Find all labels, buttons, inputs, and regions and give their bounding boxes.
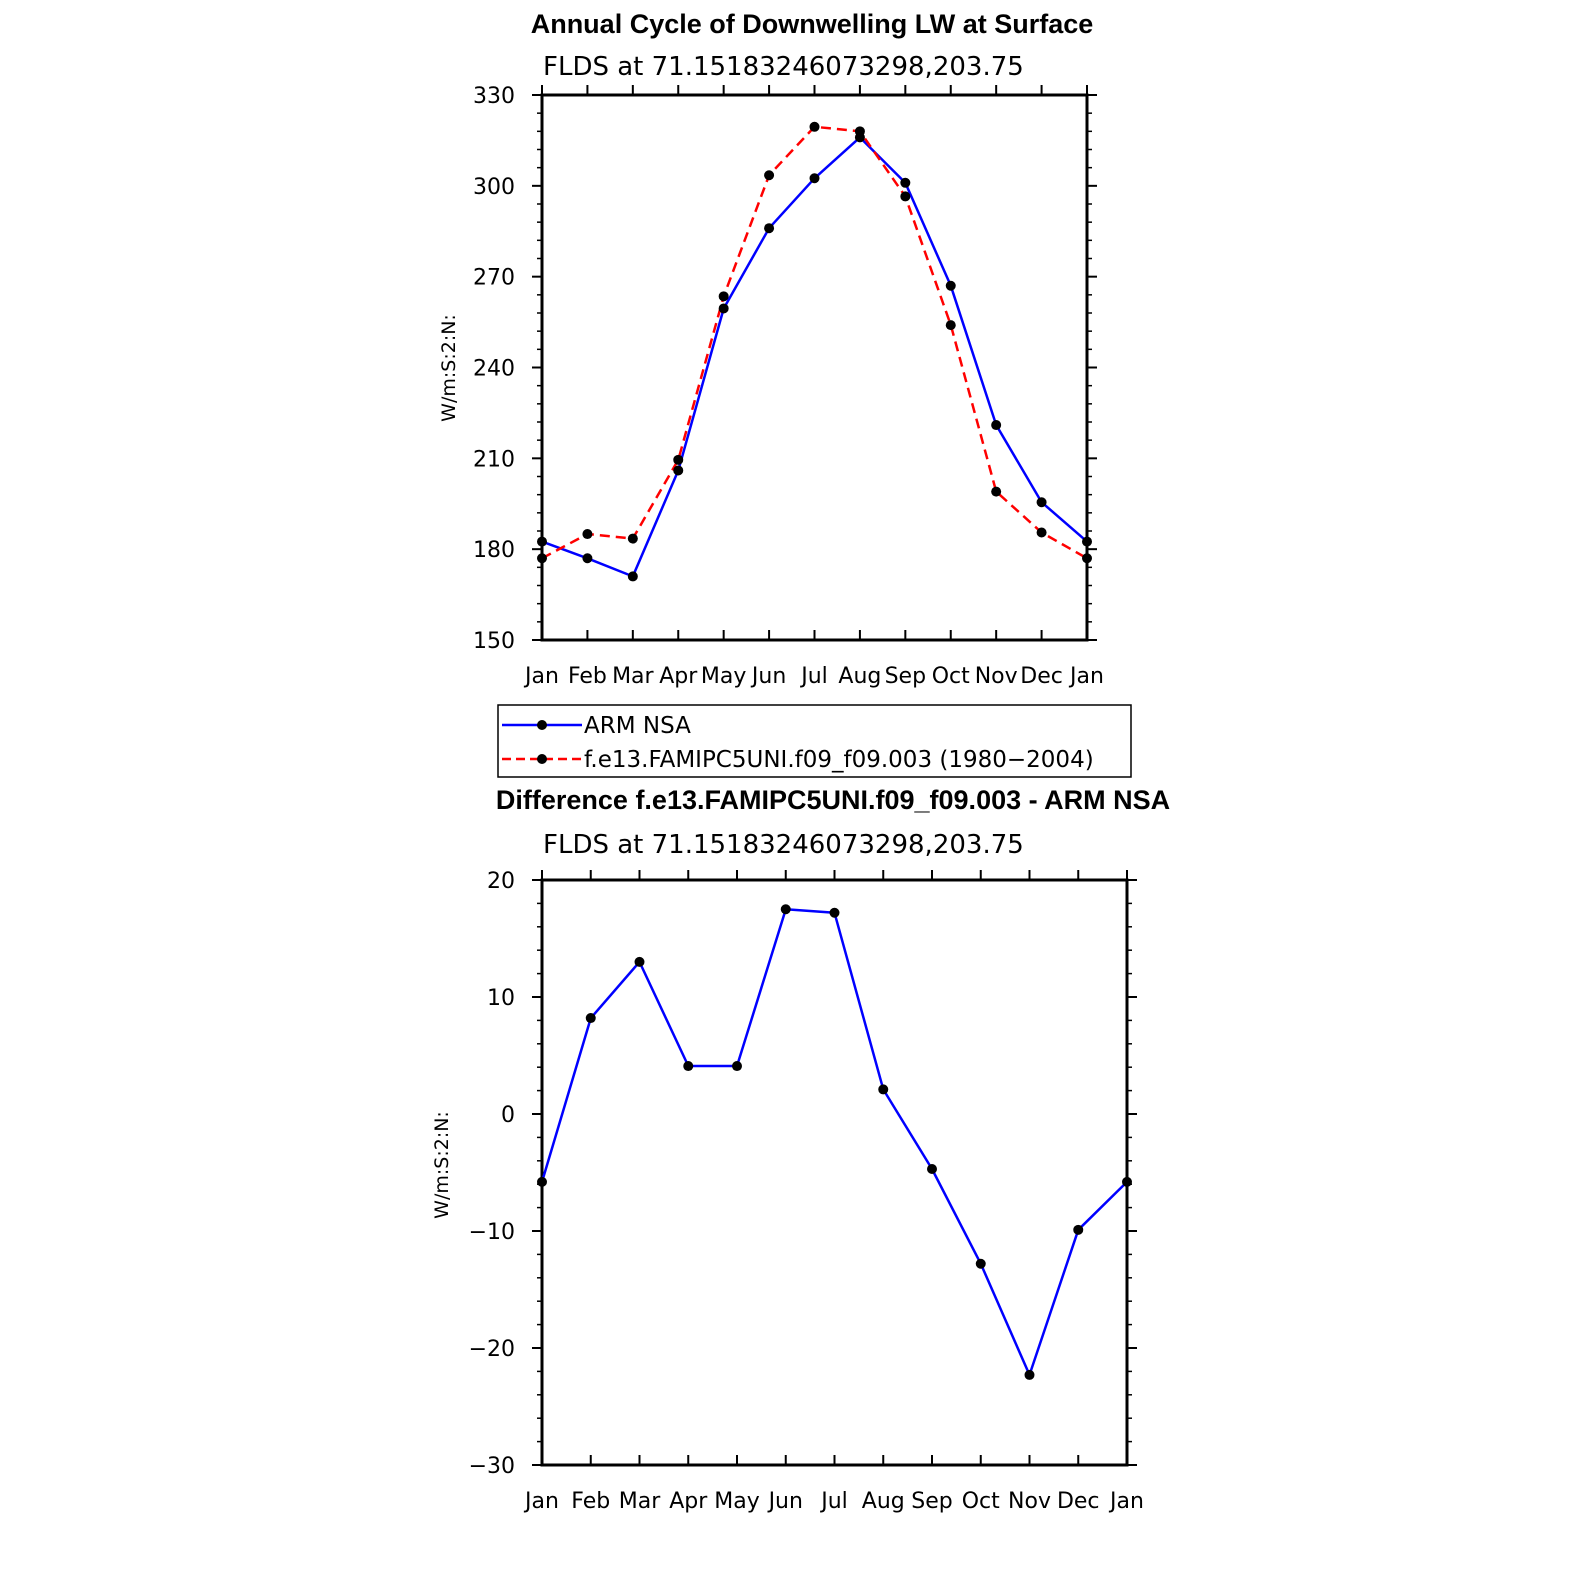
data-point-series-1 <box>810 122 820 132</box>
x-tick-label: Jan <box>1070 664 1104 689</box>
data-point-series-0 <box>1082 537 1092 547</box>
data-point-series-0 <box>719 303 729 313</box>
data-point-series-1 <box>900 191 910 201</box>
data-point-series-0 <box>628 571 638 581</box>
y-tick-label: 300 <box>473 174 515 200</box>
x-tick-label: Oct <box>931 664 970 689</box>
y-tick-label: 20 <box>487 869 515 894</box>
data-point-series-0 <box>537 537 547 547</box>
chart-title: Annual Cycle of Downwelling LW at Surface <box>530 9 1094 39</box>
legend-marker-model <box>537 754 547 764</box>
x-tick-label: Feb <box>571 1489 611 1514</box>
x-tick-label: Dec <box>1020 664 1063 689</box>
x-tick-label: Jan <box>525 664 559 689</box>
x-tick-label: Apr <box>659 664 698 689</box>
data-point-series-1 <box>719 291 729 301</box>
chart-title: Difference f.e13.FAMIPC5UNI.f09_f09.003 - ARM NSA <box>495 785 1171 815</box>
x-tick-label: Oct <box>961 1489 1000 1514</box>
x-tick-label: Mar <box>618 1489 661 1514</box>
data-point-series-0 <box>927 1164 937 1174</box>
data-point-series-0 <box>635 957 645 967</box>
chart-subtitle: FLDS at 71.15183246073298,203.75 <box>543 52 1024 82</box>
series-line-1 <box>542 127 1087 559</box>
x-tick-label: Sep <box>884 664 927 689</box>
axis-ticks <box>473 84 1104 689</box>
data-point-series-0 <box>537 1177 547 1187</box>
data-point-series-1 <box>582 529 592 539</box>
series-layer <box>537 122 1092 582</box>
legend-marker-arm-nsa <box>537 720 547 730</box>
y-tick-label: 180 <box>473 538 515 564</box>
data-point-series-1 <box>537 553 547 563</box>
x-tick-label: Feb <box>567 664 607 689</box>
data-point-series-0 <box>830 908 840 918</box>
data-point-series-1 <box>764 170 774 180</box>
data-point-series-1 <box>1037 528 1047 538</box>
data-point-series-1 <box>1082 553 1092 563</box>
y-tick-label: −30 <box>468 1454 515 1479</box>
chart-subtitle: FLDS at 71.15183246073298,203.75 <box>543 830 1024 860</box>
x-tick-label: May <box>700 664 747 689</box>
y-tick-label: 0 <box>501 1103 515 1128</box>
y-tick-label: 150 <box>473 629 515 654</box>
y-tick-label: 210 <box>473 447 515 473</box>
y-axis-label: W/m:S:2:N: <box>431 1111 453 1219</box>
x-tick-label: Nov <box>974 664 1018 689</box>
data-point-series-0 <box>582 553 592 563</box>
x-tick-label: Sep <box>911 1489 953 1514</box>
x-tick-label: Nov <box>1008 1489 1051 1514</box>
data-point-series-0 <box>900 178 910 188</box>
x-tick-label: May <box>714 1489 760 1514</box>
y-tick-label: 330 <box>473 84 515 109</box>
data-point-series-0 <box>781 904 791 914</box>
x-tick-label: Aug <box>861 1489 905 1514</box>
x-tick-label: Jan <box>525 1489 559 1514</box>
y-tick-label: −10 <box>468 1220 515 1245</box>
data-point-series-0 <box>976 1259 986 1269</box>
y-tick-label: −20 <box>468 1337 515 1362</box>
data-point-series-0 <box>764 223 774 233</box>
data-point-series-1 <box>946 320 956 330</box>
x-tick-label: Apr <box>669 1489 708 1514</box>
y-tick-label: 240 <box>473 356 515 382</box>
data-point-series-1 <box>628 534 638 544</box>
x-tick-label: Jun <box>751 664 787 689</box>
data-point-series-1 <box>991 487 1001 497</box>
x-tick-label: Jul <box>801 664 828 689</box>
annual-cycle-panel <box>438 9 1104 689</box>
y-axis-label: W/m:S:2:N: <box>438 314 460 422</box>
series-layer <box>537 904 1132 1380</box>
legend-label-arm-nsa: ARM NSA <box>584 713 691 739</box>
data-point-series-0 <box>878 1084 888 1094</box>
data-point-series-0 <box>586 1013 596 1023</box>
data-point-series-0 <box>991 420 1001 430</box>
data-point-series-0 <box>1073 1225 1083 1235</box>
data-point-series-0 <box>683 1061 693 1071</box>
data-point-series-1 <box>855 126 865 136</box>
data-point-series-0 <box>1122 1177 1132 1187</box>
y-tick-label: 270 <box>473 265 515 291</box>
series-line-0 <box>542 137 1087 576</box>
data-point-series-0 <box>1037 497 1047 507</box>
y-tick-label: 10 <box>487 986 515 1011</box>
plot-frame <box>542 880 1127 1465</box>
x-tick-label: Jun <box>768 1489 803 1514</box>
x-tick-label: Jan <box>1110 1489 1144 1514</box>
x-tick-label: Mar <box>612 664 654 689</box>
x-tick-label: Jul <box>821 1489 848 1514</box>
data-point-series-1 <box>673 455 683 465</box>
legend <box>498 705 1131 777</box>
series-line-0 <box>542 909 1127 1375</box>
legend-label-model: f.e13.FAMIPC5UNI.f09_f09.003 (1980−2004) <box>584 747 1094 773</box>
data-point-series-0 <box>810 173 820 183</box>
difference-panel <box>431 785 1170 1514</box>
data-point-series-0 <box>732 1061 742 1071</box>
axis-ticks <box>469 869 1144 1514</box>
data-point-series-0 <box>946 281 956 291</box>
x-tick-label: Aug <box>838 664 882 689</box>
data-point-series-0 <box>1025 1370 1035 1380</box>
data-point-series-0 <box>673 465 683 475</box>
x-tick-label: Dec <box>1056 1489 1100 1514</box>
